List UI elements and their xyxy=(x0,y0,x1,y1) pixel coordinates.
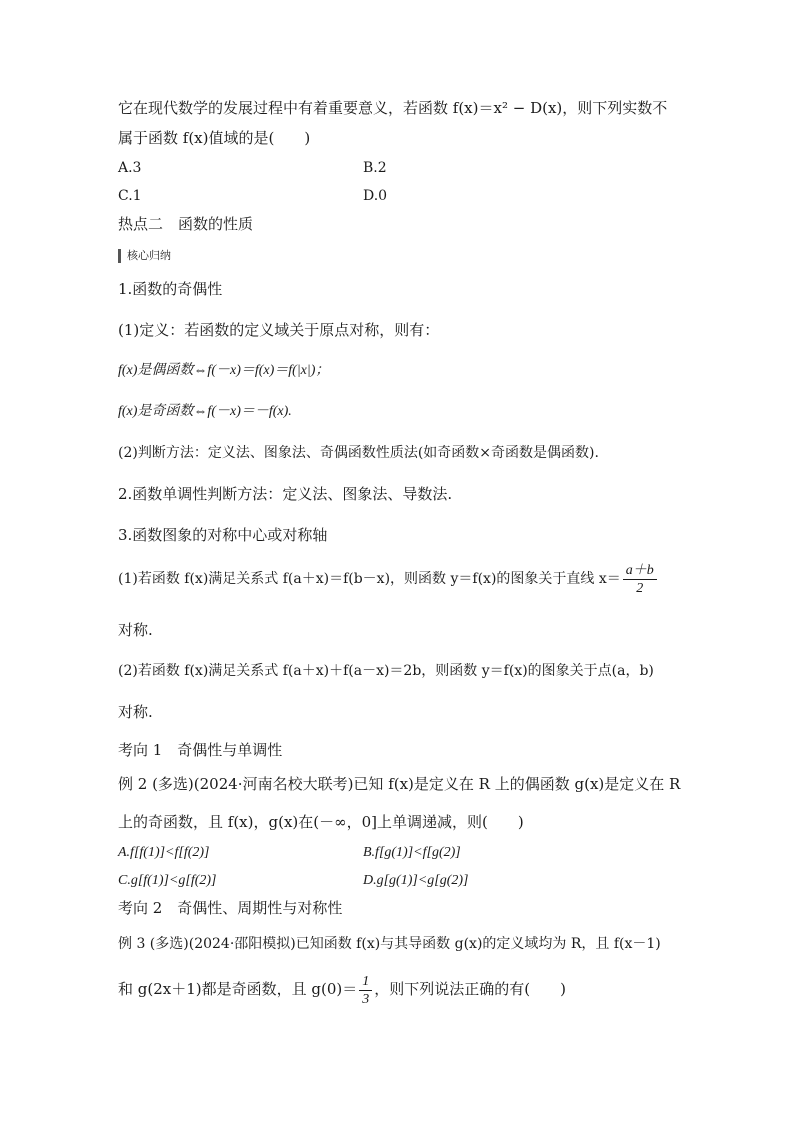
example-3-line-2 xyxy=(118,970,566,1008)
example-2-option-b: B.f[g(1)]<f[g(2)] xyxy=(363,845,461,860)
example-2-option-d: D.g[g(1)]<g[g(2)] xyxy=(363,873,469,888)
fraction-numerator: a＋b xyxy=(623,562,657,580)
odd-function-rule: f(x)是奇函数⇔f(－x)＝－f(x). xyxy=(118,404,292,419)
intro-line-1: 它在现代数学的发展过程中有着重要意义，若函数 f(x)＝x² − D(x)，则下列实数不 xyxy=(118,99,668,117)
option-d: D.0 xyxy=(363,188,388,204)
section-3-item-2: (2)若函数 f(x)满足关系式 f(a＋x)＋f(a－x)＝2b，则函数 y＝f(x)的图象关于点(a，b) xyxy=(118,663,654,679)
option-c: C.1 xyxy=(118,188,142,204)
fraction-numerator: 1 xyxy=(359,973,372,991)
example-2-line-1: 例 2 (多选)(2024·河南名校大联考)已知 f(x)是定义在 R 上的偶函数 g(x)是定义在 R xyxy=(118,775,681,793)
example-3-line-2-start: 和 g(2x＋1)都是奇函数，且 g(0)＝ xyxy=(118,980,358,998)
example-3-line-1: 例 3 (多选)(2024·邵阳模拟)已知函数 f(x)与其导函数 g(x)的定义域均为 R，且 f(x－1) xyxy=(118,936,661,952)
example-2-option-a: A.f[f(1)]<f[f(2)] xyxy=(118,845,210,860)
judge-methods: (2)判断方法：定义法、图象法、奇偶函数性质法(如奇函数×奇函数是偶函数). xyxy=(118,445,599,461)
example-2-option-c: C.g[f(1)]<g[f(2)] xyxy=(118,873,217,888)
direction-2-heading: 考向 2 奇偶性、周期性与对称性 xyxy=(118,899,343,917)
fraction-a-plus-b-over-2 xyxy=(623,562,657,597)
even-function-rule: f(x)是偶函数⇔f(－x)＝f(x)＝f(|x|)； xyxy=(118,363,330,378)
option-a: A.3 xyxy=(118,160,142,176)
section-3-item-2-end: 对称. xyxy=(118,703,153,721)
section-2: 2.函数单调性判断方法：定义法、图象法、导数法. xyxy=(118,485,453,503)
example-2-line-2: 上的奇函数，且 f(x)，g(x)在(－∞，0]上单调递减，则( ) xyxy=(118,813,524,831)
direction-1-heading: 考向 1 奇偶性与单调性 xyxy=(118,741,283,759)
fraction-one-third xyxy=(359,973,372,1008)
section-3-title: 3.函数图象的对称中心或对称轴 xyxy=(118,526,328,544)
option-b: B.2 xyxy=(363,160,387,176)
section-1-title: 1.函数的奇偶性 xyxy=(118,280,223,298)
section-3-item-1-end: 对称. xyxy=(118,621,153,639)
hot-point-heading: 热点二 函数的性质 xyxy=(118,215,254,233)
example-3-line-2-end: ，则下列说法正确的有( ) xyxy=(374,980,566,998)
core-summary-label: 核心归纳 xyxy=(118,249,171,263)
fraction-denominator: 2 xyxy=(636,580,644,596)
intro-line-2: 属于函数 f(x)值域的是( ) xyxy=(118,129,311,147)
section-1-definition: (1)定义：若函数的定义域关于原点对称，则有： xyxy=(118,321,440,339)
section-3-item-1 xyxy=(118,560,659,598)
fraction-denominator: 3 xyxy=(362,991,370,1007)
section-3-item-1-text: (1)若函数 f(x)满足关系式 f(a＋x)＝f(b－x)，则函数 y＝f(x)的图象关于直线 x＝ xyxy=(118,571,621,587)
